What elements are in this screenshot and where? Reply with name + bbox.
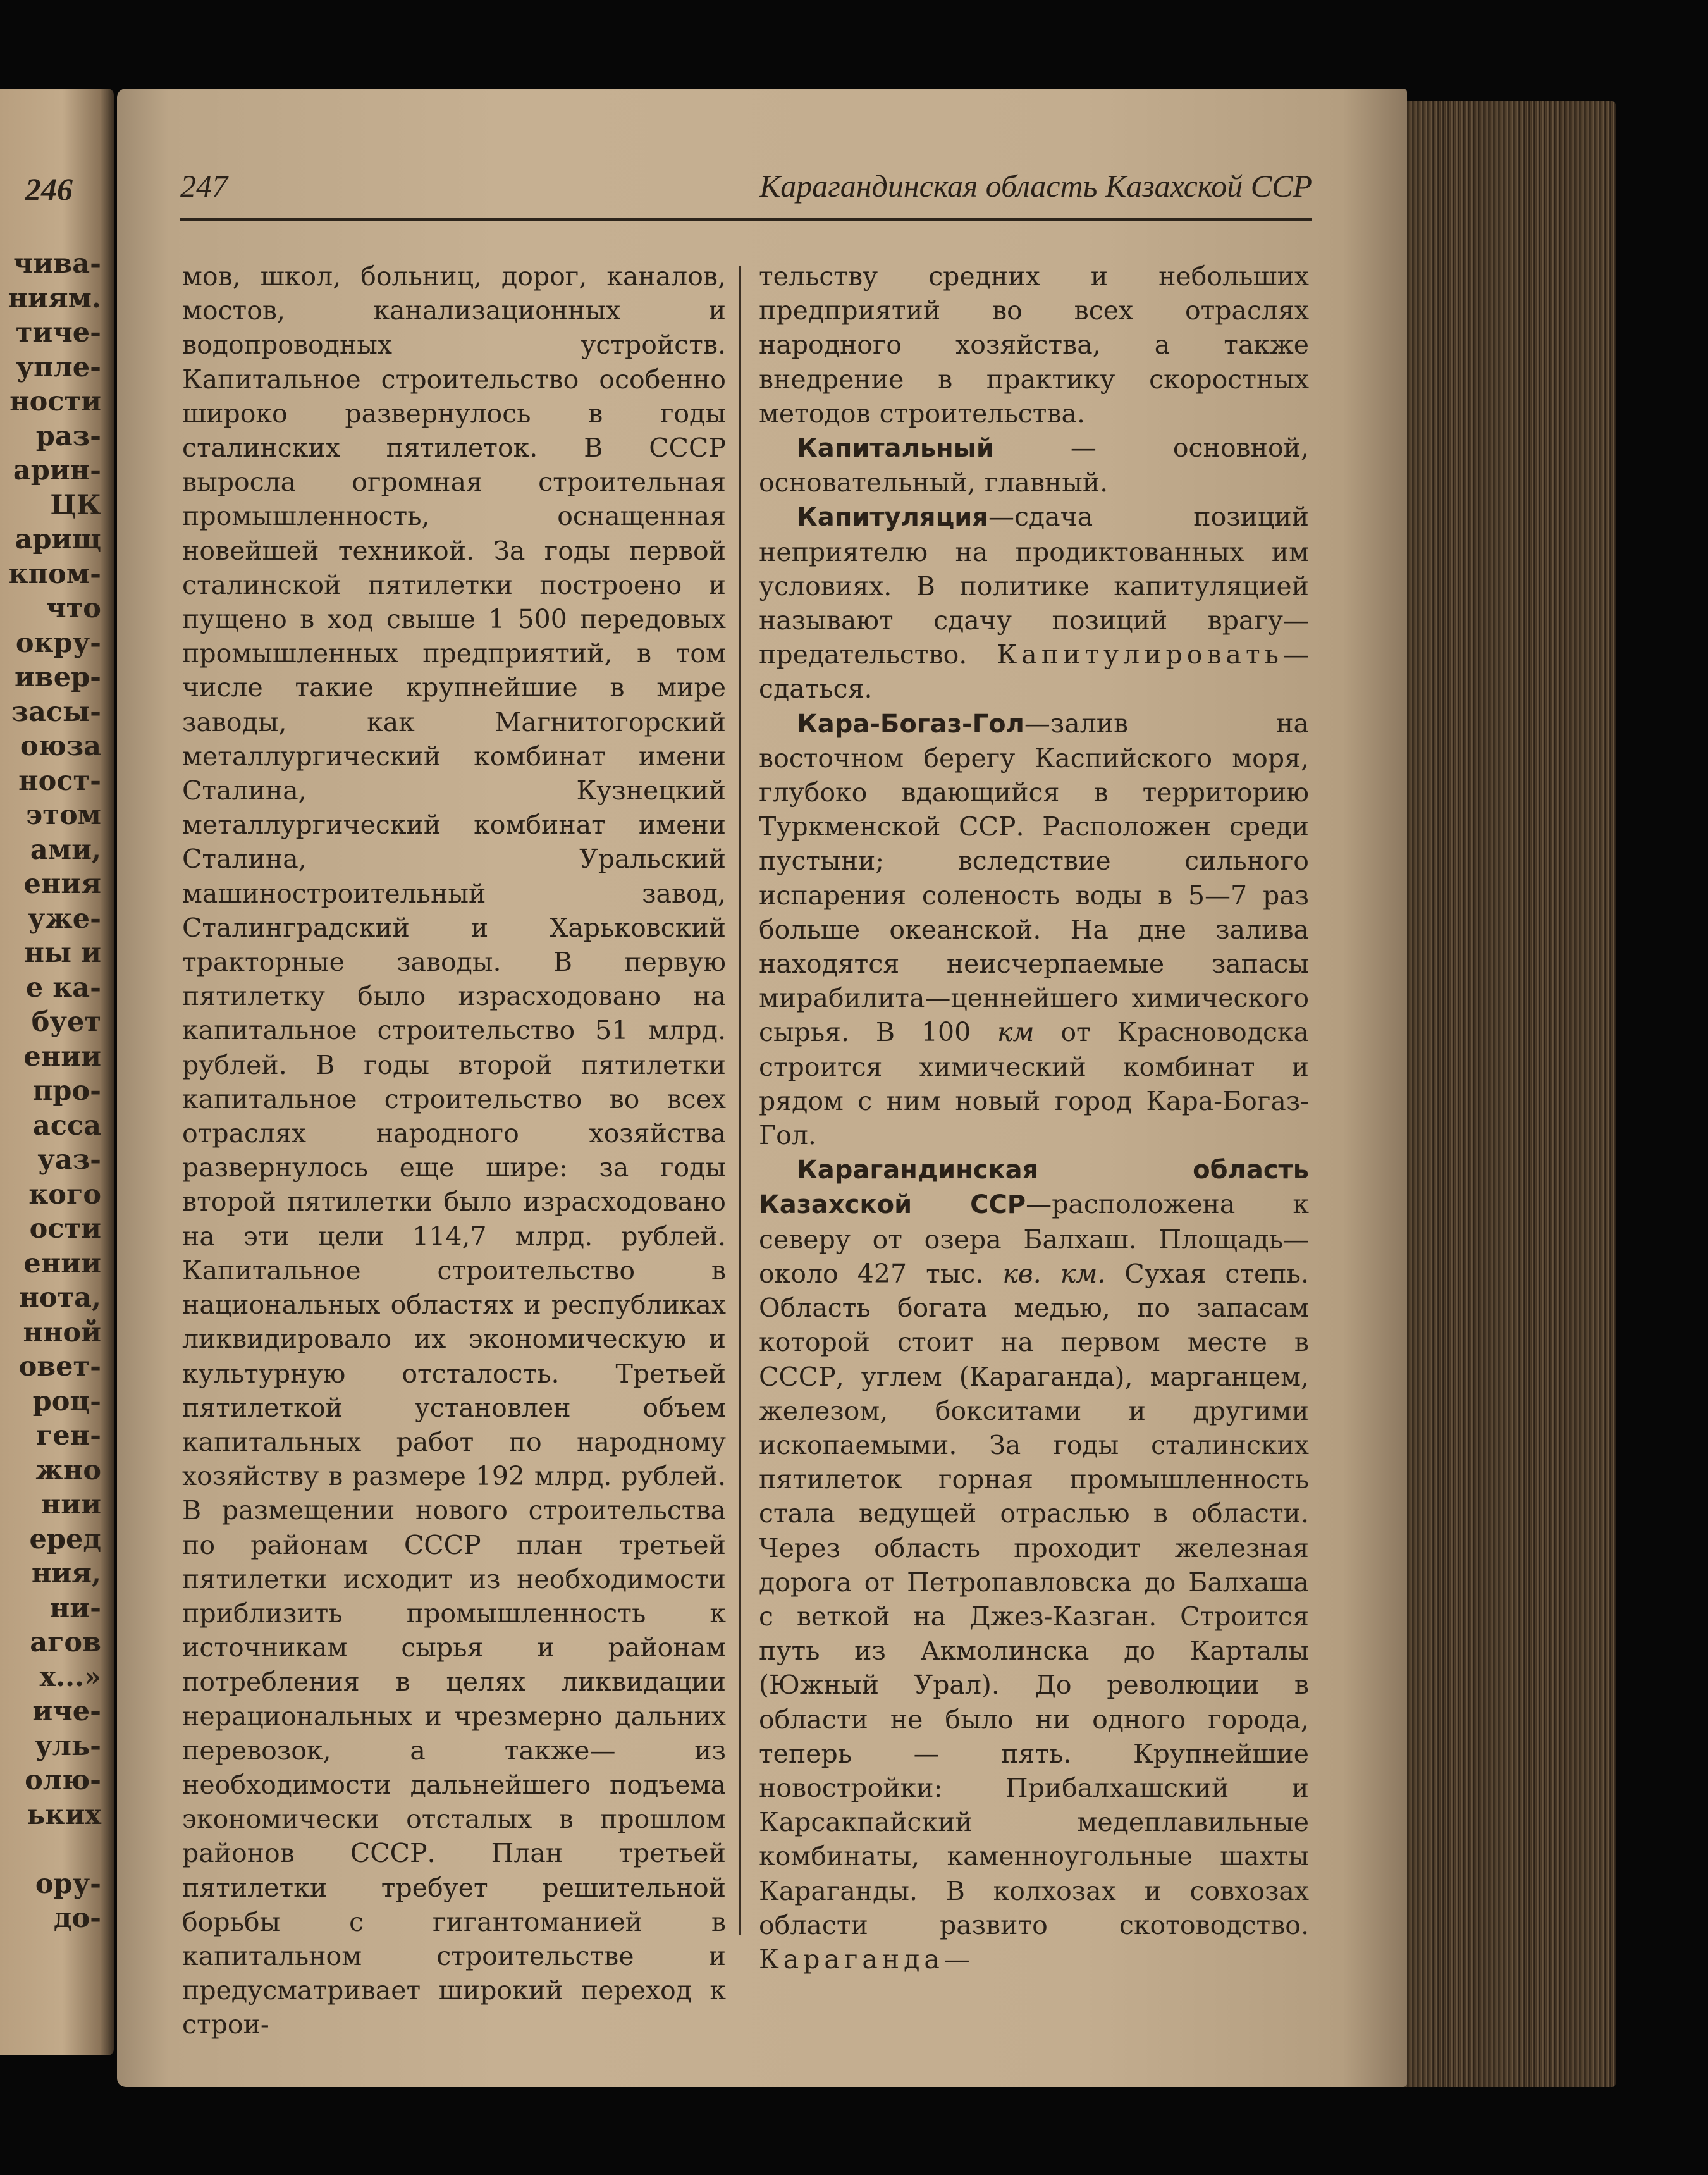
right-column (759, 259, 1309, 1976)
left-page-fragment: уаз- (37, 1144, 101, 1176)
left-column (182, 259, 726, 2042)
left-page-fragment: ниям. (8, 282, 101, 314)
left-page-fragment: олю- (25, 1765, 101, 1796)
continuation-text: тельству средних и небольших предприятий во всех отраслях народного хозяйства, а также внедрение в практику скоростных методов строительства. (759, 261, 1309, 429)
left-page-fragment: нии (40, 1489, 101, 1520)
entry-unit: км (997, 1017, 1035, 1048)
left-page-fragment: окру- (15, 627, 101, 659)
left-page-fragment: арин- (13, 455, 101, 486)
column-divider (739, 266, 741, 1935)
left-page-fragment: чива- (13, 248, 101, 280)
left-page-fragment (0, 1832, 101, 1867)
left-page-fragment: про- (32, 1075, 101, 1107)
left-page-fragment: ения (23, 868, 101, 900)
left-page-fragment: жно (35, 1454, 101, 1486)
left-page-fragment: кого (28, 1178, 101, 1211)
entry-text: —залив на восточном берегу Каспийского моря, глубоко вдающийся в территорию Туркменской ССР. Расположен среди пустыни; вследствие сильного испарения соленость воды в 5—7 раз больше океанской. На дне залива находятся неисчерпаемые запасы мирабилита—ценнейшего химического сырья. В 100 (759, 708, 1309, 1048)
left-page-fragment: е ка- (25, 971, 101, 1004)
page-header (180, 168, 1312, 221)
entry-karagandinskaya (759, 1152, 1309, 1976)
left-page-fragment: засы- (11, 696, 101, 728)
left-page-fragment: оюза (20, 730, 101, 762)
left-page-fragment: что (46, 593, 101, 624)
left-page-fragment: агов (30, 1627, 101, 1658)
left-page-fragment: ивер- (14, 662, 101, 693)
left-page-fragment: упле- (16, 351, 101, 383)
left-page-text (0, 89, 108, 2049)
left-page-fragment: нота, (19, 1282, 101, 1314)
left-page-fragment: бует (31, 1006, 101, 1038)
left-page-fragment: тиче- (15, 317, 101, 348)
left-page-fragment: ни- (49, 1592, 101, 1624)
entry-term: Карагандинская область Казахской ССР (759, 1155, 1309, 1220)
page-edges (1394, 101, 1616, 2087)
left-page-fragment: до- (53, 1902, 101, 1934)
left-page-fragment: ами, (30, 834, 101, 866)
entry-text: —расположена к северу от озера Балхаш. Площадь—около 427 тыс. (759, 1189, 1309, 1289)
left-page-fragment: еред (29, 1523, 101, 1555)
entry-kapitulyatsiya (759, 500, 1309, 706)
left-page-fragments (0, 247, 101, 1936)
left-page-fragment: ьких (27, 1799, 101, 1831)
left-page-fragment: ния, (31, 1558, 101, 1589)
entry-term: Капитуляция (797, 503, 988, 533)
entry-text: —сдача позиций неприятелю на продиктованных им условиях. В политике капитуляцией называют сдачу позиций врагу—предательство. (759, 502, 1309, 670)
left-page-fragment: асса (32, 1109, 101, 1142)
left-page-fragment: ген- (35, 1420, 101, 1451)
left-page-fragment: уль- (35, 1730, 101, 1762)
entry-kapitalny (759, 431, 1309, 500)
left-page-fragment: ност- (18, 765, 101, 797)
left-page-fragment: ору- (35, 1868, 101, 1900)
entry-text: — основной, основательный, главный. (759, 433, 1309, 498)
entry-spaced-term: Капитулировать (997, 639, 1283, 670)
entry-text-after: от Красноводска строится химический комбинат и рядом с ним новый город Кара-Богаз-Гол. (759, 1017, 1309, 1151)
entry-text-after: — сдаться. (759, 639, 1309, 705)
left-page-fragment: ности (9, 386, 101, 417)
left-page-fragment: овет- (18, 1351, 101, 1383)
left-page-fragment: арищ (15, 524, 101, 555)
entry-term: Кара-Богаз-Гол (797, 709, 1024, 739)
left-page-fragment: ЦК (50, 489, 101, 521)
left-page-fragment: раз- (35, 420, 101, 452)
left-page-fragment: ении (23, 1247, 101, 1279)
entry-unit: кв. км. (1002, 1258, 1106, 1289)
left-page-fragment: ны и (24, 937, 101, 969)
entry-spaced-term: Караганда— (759, 1944, 974, 1975)
left-page-fragment: ости (29, 1213, 101, 1245)
left-page-fragment: нной (23, 1316, 101, 1348)
left-page-fragment: иче- (32, 1696, 101, 1727)
left-column-text: мов, школ, больниц, дорог, каналов, мостов, канализационных и водопроводных устройств. Капитальное строительство особенно широко развернулось в годы сталинских пятилеток. В СССР выросла огромная строительная промышленность, оснащенная новейшей техникой. За годы первой сталинской пятилетки построено и пущено в ход свыше 1 500 передовых промышленных предприятий, в том числе такие крупнейшие в мире заводы, как Магнитогорский металлургический комбинат имени Сталина, Кузнецкий металлургический комбинат имени Сталина, Уральский машиностроительный завод, Сталинградский и Харьковский тракторные заводы. В первую пятилетку было израсходовано на капитальное строительство 51 млрд. рублей. В годы второй пятилетки капитальное строительство во всех отраслях народного хозяйства развернулось еще шире: за годы второй пятилетки было израсходовано на эти цели 114,7 млрд. рублей. Капитальное строительство в национальных областях и республиках ликвидировало их экономическую и культурную отсталость. Третьей пятилеткой установлен объем капитальных работ по народному хозяйству в размере 192 млрд. рублей. В размещении нового строительства по районам СССР план третьей пятилетки исходит из необходимости приблизить промышленность к источникам сырья и районам потребления в целях ликвидации нерациональных и чрезмерно дальних перевозок, а также— из необходимости дальнейшего подъема экономически отсталых в прошлом районов СССР. План третьей пятилетки требует решительной борьбы с гигантоманией в капитальном строительстве и предусматривает широкий переход к строи- (182, 261, 726, 2040)
entry-kara-bogaz-gol (759, 706, 1309, 1153)
left-page-fragment: х...» (39, 1661, 101, 1693)
running-title: Карагандинская область Казахской ССР (759, 168, 1312, 204)
entry-text-after: Сухая степь. Область богата медью, по запасам которой стоит на первом месте в СССР, углем (Караганда), марганцем, железом, бокситами и другими ископаемыми. За годы сталинских пятилеток горная промышленность стала ведущей отраслью в области. Через область проходит железная дорога от Петропавловска до Балхаша с веткой на Джез-Казган. Строится путь из Акмолинска до Карталы (Южный Урал). До революции в области не было ни одного города, теперь — пять. Крупнейшие новостройки: Прибалхашский и Карсакпайский медеплавильные комбинаты, каменноугольные шахты Караганды. В колхозах и совхозах области развито скотоводство. (759, 1258, 1309, 1940)
left-page-fragment: ении (23, 1040, 101, 1073)
left-page-fragment: кпом- (8, 558, 101, 590)
left-page-fragment: роц- (32, 1385, 101, 1417)
page-number: 247 (180, 168, 228, 204)
left-page-number: 246 (25, 171, 73, 207)
left-page-fragment: уже- (27, 903, 101, 935)
left-page-fragment: этом (26, 799, 101, 831)
entry-term: Капитальный (797, 434, 994, 464)
